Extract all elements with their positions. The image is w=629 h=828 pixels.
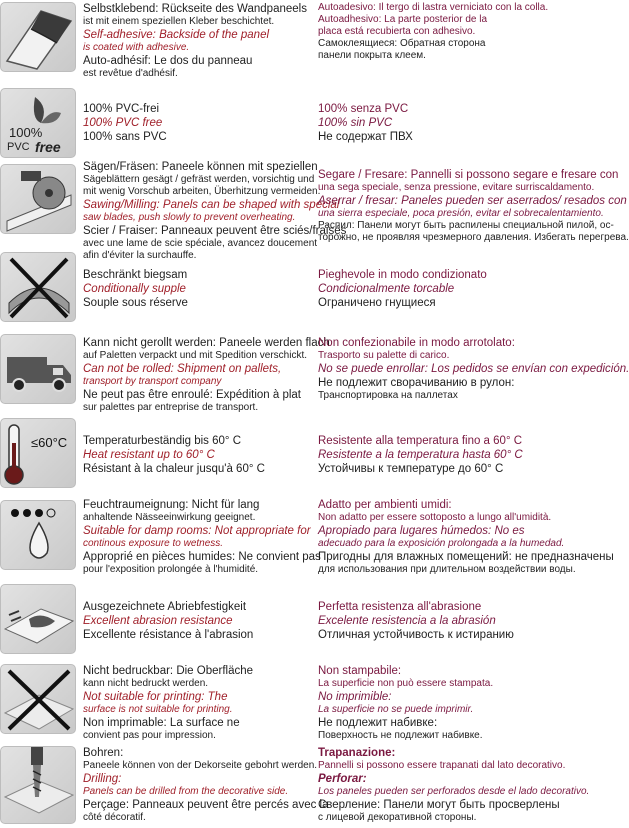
pvc-label: PVC	[7, 141, 30, 153]
de-desc: anhaltende Nässeeinwirkung geeignet.	[83, 512, 256, 523]
ru-desc: Транспортировка на паллетах	[318, 390, 458, 401]
property-row-abrasion	[0, 584, 580, 658]
right-text	[318, 664, 578, 742]
de-title: Sägen/Fräsen: Paneele können mit speziellen	[83, 161, 318, 173]
property-row-pvc-free	[0, 88, 580, 158]
pvc-percent-label: 100%	[9, 125, 43, 140]
property-row-adhesive	[0, 2, 580, 78]
it-title: 100% senza PVC	[318, 103, 409, 115]
bend-restricted-icon	[0, 252, 76, 322]
es-title: Condicionalmente torcable	[318, 283, 455, 295]
it-title: Non stampabile:	[318, 665, 402, 677]
es-title: Excelente resistencia a la abrasión	[318, 615, 496, 627]
pvc-free-icon	[0, 88, 76, 158]
left-text	[83, 746, 329, 824]
fr-desc: convient pas pour impression.	[83, 730, 216, 741]
water-drop-icon	[0, 500, 76, 570]
it-title: Resistente alla temperatura fino a 60° C	[318, 435, 523, 447]
property-row-bend	[0, 252, 580, 328]
it-title: Segare / Fresare: Pannelli si possono segare e fresare con	[318, 169, 619, 181]
fr-desc: est revêtue d'adhésif.	[83, 68, 178, 79]
de-desc-2: mit wenig Vorschub arbeiten, Überhitzung vermeiden.	[83, 186, 321, 197]
es-desc: adecuado para la exposición prolongada a la humedad.	[318, 538, 565, 549]
es-title: 100% sin PVC	[318, 117, 393, 129]
es-desc: una sierra especiale, poca presión, evitar el sobrecalentamiento.	[318, 208, 604, 219]
ru-title: Не подлежит набивке:	[318, 717, 438, 729]
ru-title: Устойчивы к температуре до 60° С	[318, 463, 504, 475]
right-text	[318, 434, 578, 476]
de-title: Selbstklebend: Rückseite des Wandpaneels	[83, 3, 307, 15]
en-desc: continous exposure to wetness.	[83, 538, 224, 549]
en-title: Can not be rolled: Shipment on pallets,	[83, 363, 282, 375]
property-row-damp	[0, 498, 614, 578]
it-title: Trapanazione:	[318, 747, 396, 759]
ru-title: Отличная устойчивость к истиранию	[318, 629, 514, 641]
ru-title: Самоклеящиеся: Обратная сторона	[318, 38, 486, 49]
right-text	[318, 102, 578, 144]
right-text	[318, 336, 629, 402]
es-title: No imprimible:	[318, 691, 392, 703]
de-title: 100% PVC-frei	[83, 103, 160, 115]
de-desc: auf Paletten verpackt und mit Spedition verschickt.	[83, 350, 308, 361]
no-print-icon	[0, 664, 76, 734]
left-text	[83, 600, 311, 642]
de-title: Nicht bedruckbar: Die Oberfläche	[83, 665, 254, 677]
es-title: Aserrar / fresar: Paneles pueden ser aserrados/ resados con	[318, 195, 627, 207]
en-desc: Panels can be drilled from the decorative side.	[83, 786, 289, 797]
en-title: Heat resistant up to 60° C	[83, 449, 215, 461]
fr-title: Auto-adhésif: Le dos du panneau	[83, 55, 253, 67]
ru-title: Ограничено гнущиеся	[318, 297, 436, 309]
right-text	[318, 746, 590, 824]
es-desc: La superficie no se puede imprimir.	[318, 704, 474, 715]
ru-desc: Поверхность не подлежит набивке.	[318, 730, 483, 741]
en-title: Drilling:	[83, 773, 122, 785]
es-desc: placa está recubierta con adhesivo.	[318, 26, 476, 37]
it-title: Perfetta resistenza all'abrasione	[318, 601, 482, 613]
property-row-drilling	[0, 746, 590, 826]
en-desc: transport by transport company	[83, 376, 222, 387]
it-desc: Pannelli si possono essere trapanati dal lato decorativo.	[318, 760, 566, 771]
en-desc: surface is not suitable for printing.	[83, 704, 233, 715]
left-text	[83, 160, 347, 262]
ru-title: Пригодны для влажных помещений: не предназначены	[318, 551, 614, 563]
fr-title: 100% sans PVC	[83, 131, 167, 143]
it-desc: una sega speciale, senza pressione, evitare surriscaldamento.	[318, 182, 595, 193]
de-title: Kann nicht gerollt werden: Paneele werden flach	[83, 337, 330, 349]
ru-desc: торожно, не проявляя чрезмерного давления. Избегать перегрева.	[318, 232, 629, 243]
temp-label: ≤60°C	[31, 435, 68, 450]
right-text	[318, 268, 578, 310]
es-title: Perforar:	[318, 773, 367, 785]
property-row-heat	[0, 418, 580, 494]
left-text	[83, 664, 311, 742]
truck-icon	[0, 334, 76, 404]
ru-title: Не подлежит сворачиванию в рулон:	[318, 377, 515, 389]
en-title: Not suitable for printing: The	[83, 691, 228, 703]
left-text	[83, 498, 321, 576]
right-text	[318, 168, 629, 244]
left-text	[83, 2, 311, 80]
fr-title: Excellente résistance à l'abrasion	[83, 629, 254, 641]
de-title: Ausgezeichnete Abriebfestigkeit	[83, 601, 247, 613]
left-text	[83, 434, 311, 476]
drill-icon	[0, 746, 76, 824]
free-label: free	[35, 139, 61, 155]
de-desc: Paneele können von der Dekorseite gebohrt werden.	[83, 760, 318, 771]
property-row-sawing	[0, 160, 629, 261]
es-title: No se puede enrollar: Los pedidos se envían con expedición.	[318, 363, 629, 375]
adhesive-peel-icon	[0, 2, 76, 72]
property-row-printing	[0, 664, 580, 742]
es-title: Apropiado para lugares húmedos: No es	[318, 525, 525, 537]
property-row-rolling	[0, 334, 629, 413]
en-title: Excellent abrasion resistance	[83, 615, 233, 627]
en-desc: is coated with adhesive.	[83, 42, 190, 53]
right-text	[318, 498, 614, 576]
it-title: Autoadesivo: Il tergo di lastra verniciato con la colla.	[318, 2, 549, 13]
de-title: Beschränkt biegsam	[83, 269, 188, 281]
fr-title: Approprié en pièces humides: Ne convient pas	[83, 551, 321, 563]
it-title: Non confezionabile in modo arrotolato:	[318, 337, 515, 349]
es-title: Resistente a la temperatura hasta 60° C	[318, 449, 523, 461]
it-title: Pieghevole in modo condizionato	[318, 269, 487, 281]
fr-desc: avec une lame de scie spéciale, avancez doucement	[83, 238, 318, 249]
left-text	[83, 268, 311, 310]
abrasion-cloth-icon	[0, 584, 76, 654]
ru-desc: с лицевой декоративной стороны.	[318, 812, 477, 823]
de-title: Feuchtraumeignung: Nicht für lang	[83, 499, 260, 511]
left-text	[83, 336, 330, 414]
fr-title: Résistant à la chaleur jusqu'à 60° C	[83, 463, 265, 475]
de-title: Temperaturbeständig bis 60° C	[83, 435, 242, 447]
en-desc: saw blades, push slowly to prevent overheating.	[83, 212, 296, 223]
it-desc: La superficie non può essere stampata.	[318, 678, 494, 689]
right-text	[318, 2, 578, 62]
ru-desc: для использования при длительном воздействии воды.	[318, 564, 576, 575]
en-title: Suitable for damp rooms: Not appropriate for	[83, 525, 311, 537]
fr-desc: côté décoratif.	[83, 812, 146, 823]
ru-title: Не содержат ПВХ	[318, 131, 413, 143]
left-text	[83, 102, 311, 144]
de-desc: ist mit einem speziellen Kleber beschichtet.	[83, 16, 275, 27]
fr-title: Perçage: Panneaux peuvent être percés avec la	[83, 799, 329, 811]
ru-desc: панели покрыта клеем.	[318, 50, 426, 61]
it-title: Adatto per ambienti umidi:	[318, 499, 452, 511]
fr-title: Non imprimable: La surface ne	[83, 717, 240, 729]
en-title: 100% PVC free	[83, 117, 163, 129]
en-title: Conditionally supple	[83, 283, 186, 295]
en-title: Self-adhesive: Backside of the panel	[83, 29, 270, 41]
it-desc: Non adatto per essere sottoposto a lungo all'umidità.	[318, 512, 552, 523]
saw-blade-icon	[0, 164, 76, 234]
fr-desc: sur palettes par entreprise de transport.	[83, 402, 259, 413]
es-title: Autoadhesivo: La parte posterior de la	[318, 14, 487, 25]
en-title: Sawing/Milling: Panels can be shaped with special	[83, 199, 340, 211]
fr-title: Scier / Fraiser: Panneaux peuvent être sciés/fraisés	[83, 225, 347, 237]
right-text	[318, 600, 578, 642]
thermometer-icon	[0, 418, 76, 488]
ru-title: Распил: Панели могут быть распилены специальной пилой, ос-	[318, 220, 614, 231]
ru-title: Сверление: Панели могут быть просверлены	[318, 799, 560, 811]
es-desc: Los paneles pueden ser perforados desde el lado decorativo.	[318, 786, 590, 797]
de-title: Bohren:	[83, 747, 124, 759]
fr-desc: pour l'exposition prolongée à l'humidité.	[83, 564, 259, 575]
it-desc: Trasporto su palette di carico.	[318, 350, 450, 361]
de-desc: Sägeblättern gesägt / gefräst werden, vorsichtig und	[83, 174, 315, 185]
de-desc: kann nicht bedruckt werden.	[83, 678, 209, 689]
fr-title: Ne peut pas être enroulé: Expédition à plat	[83, 389, 302, 401]
fr-desc-2: afin d'éviter la surchauffe.	[83, 250, 197, 261]
fr-title: Souple sous réserve	[83, 297, 188, 309]
